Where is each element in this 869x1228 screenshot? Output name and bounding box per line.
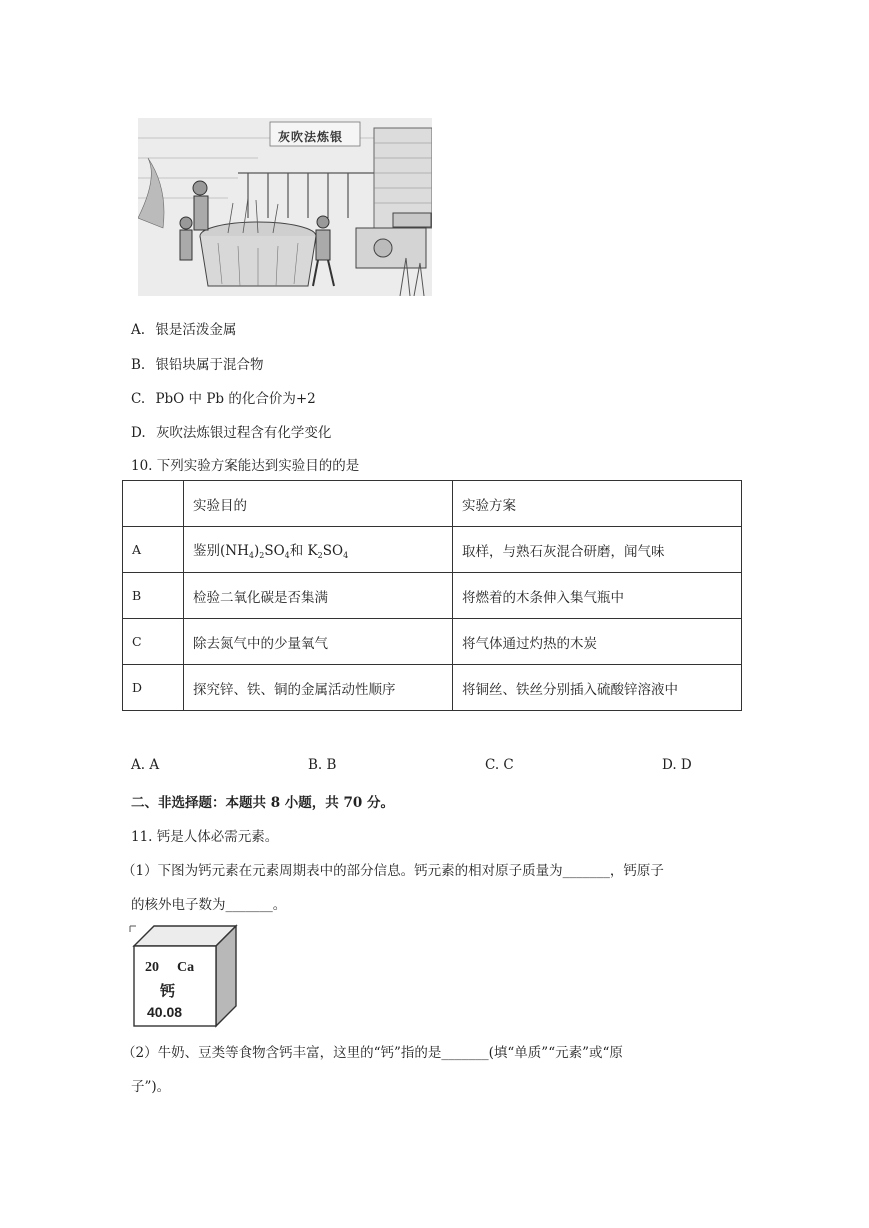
q10-choice-c: C. C (485, 757, 514, 773)
table-row (123, 527, 742, 573)
atomic-mass: 40.08 (147, 1004, 183, 1020)
q10-choice-b: B. B (308, 757, 337, 773)
option-label: A. (131, 322, 146, 338)
row-plan: 取样，与熟石灰混合研磨，闻气味 (453, 527, 742, 573)
q9-option-c (131, 387, 316, 407)
row-key: C (123, 619, 184, 665)
header-cell-plan: 实验方案 (453, 481, 742, 527)
row-key: A (123, 527, 184, 573)
row-plan: 将气体通过灼热的木炭 (453, 619, 742, 665)
element-name: 钙 (160, 982, 176, 1000)
q10-stem: 10. 下列实验方案能达到实验目的的是 (131, 458, 360, 474)
option-label: B. (131, 357, 146, 373)
q11-part2-line2: 子”)。 (131, 1079, 171, 1095)
q9-option-a (131, 318, 236, 338)
table-row (123, 619, 742, 665)
element-cube-outline (128, 922, 240, 1030)
row-key: D (123, 665, 184, 711)
option-text: PbO 中 Pb 的化合价为+2 (155, 391, 316, 407)
row-purpose: 除去氮气中的少量氧气 (184, 619, 453, 665)
row-purpose: 检验二氧化碳是否集满 (184, 573, 453, 619)
row-key: B (123, 573, 184, 619)
element-symbol: Ca (177, 960, 195, 975)
calcium-element-cell (128, 922, 240, 1030)
option-label: C. (131, 391, 146, 407)
table-row (123, 573, 742, 619)
q10-choice-d: D. D (662, 757, 692, 773)
q11-part2-line1: （2）牛奶、豆类等食物含钙丰富，这里的“钙”指的是_______(填“单质”“元素”或“原 (122, 1045, 623, 1061)
header-cell-key (123, 481, 184, 527)
table-row (123, 665, 742, 711)
illustration-title: 灰吹法炼银 (278, 130, 344, 144)
header-cell-purpose: 实验目的 (184, 481, 453, 527)
silver-smelting-illustration (138, 118, 432, 296)
q11-stem: 11. 钙是人体必需元素。 (131, 829, 279, 845)
option-label: D. (131, 425, 146, 441)
row-purpose: 探究锌、铁、铜的金属活动性顺序 (184, 665, 453, 711)
row-purpose: 鉴别$(NH_4)_2SO_4$和 $K_2SO_4$ (184, 527, 453, 573)
q11-part1-line1: （1）下图为钙元素在元素周期表中的部分信息。钙元素的相对原子质量为_______，钙原子 (122, 863, 664, 879)
option-text: 银铅块属于混合物 (155, 357, 264, 373)
q10-choice-a: A. A (131, 757, 160, 773)
section-heading: 二、非选择题：本题共 8 小题，共 70 分。 (131, 795, 394, 811)
q9-option-b (131, 353, 264, 373)
experiment-table (122, 480, 742, 711)
q11-part1-line2: 的核外电子数为_______。 (131, 897, 287, 913)
row-plan: 将铜丝、铁丝分别插入硫酸锌溶液中 (453, 665, 742, 711)
option-text: 灰吹法炼银过程含有化学变化 (155, 425, 332, 441)
row-plan: 将燃着的木条伸入集气瓶中 (453, 573, 742, 619)
option-text: 银是活泼金属 (155, 322, 237, 338)
q9-option-d (131, 421, 331, 441)
atomic-number: 20 (145, 960, 159, 975)
table-header-row (123, 481, 742, 527)
